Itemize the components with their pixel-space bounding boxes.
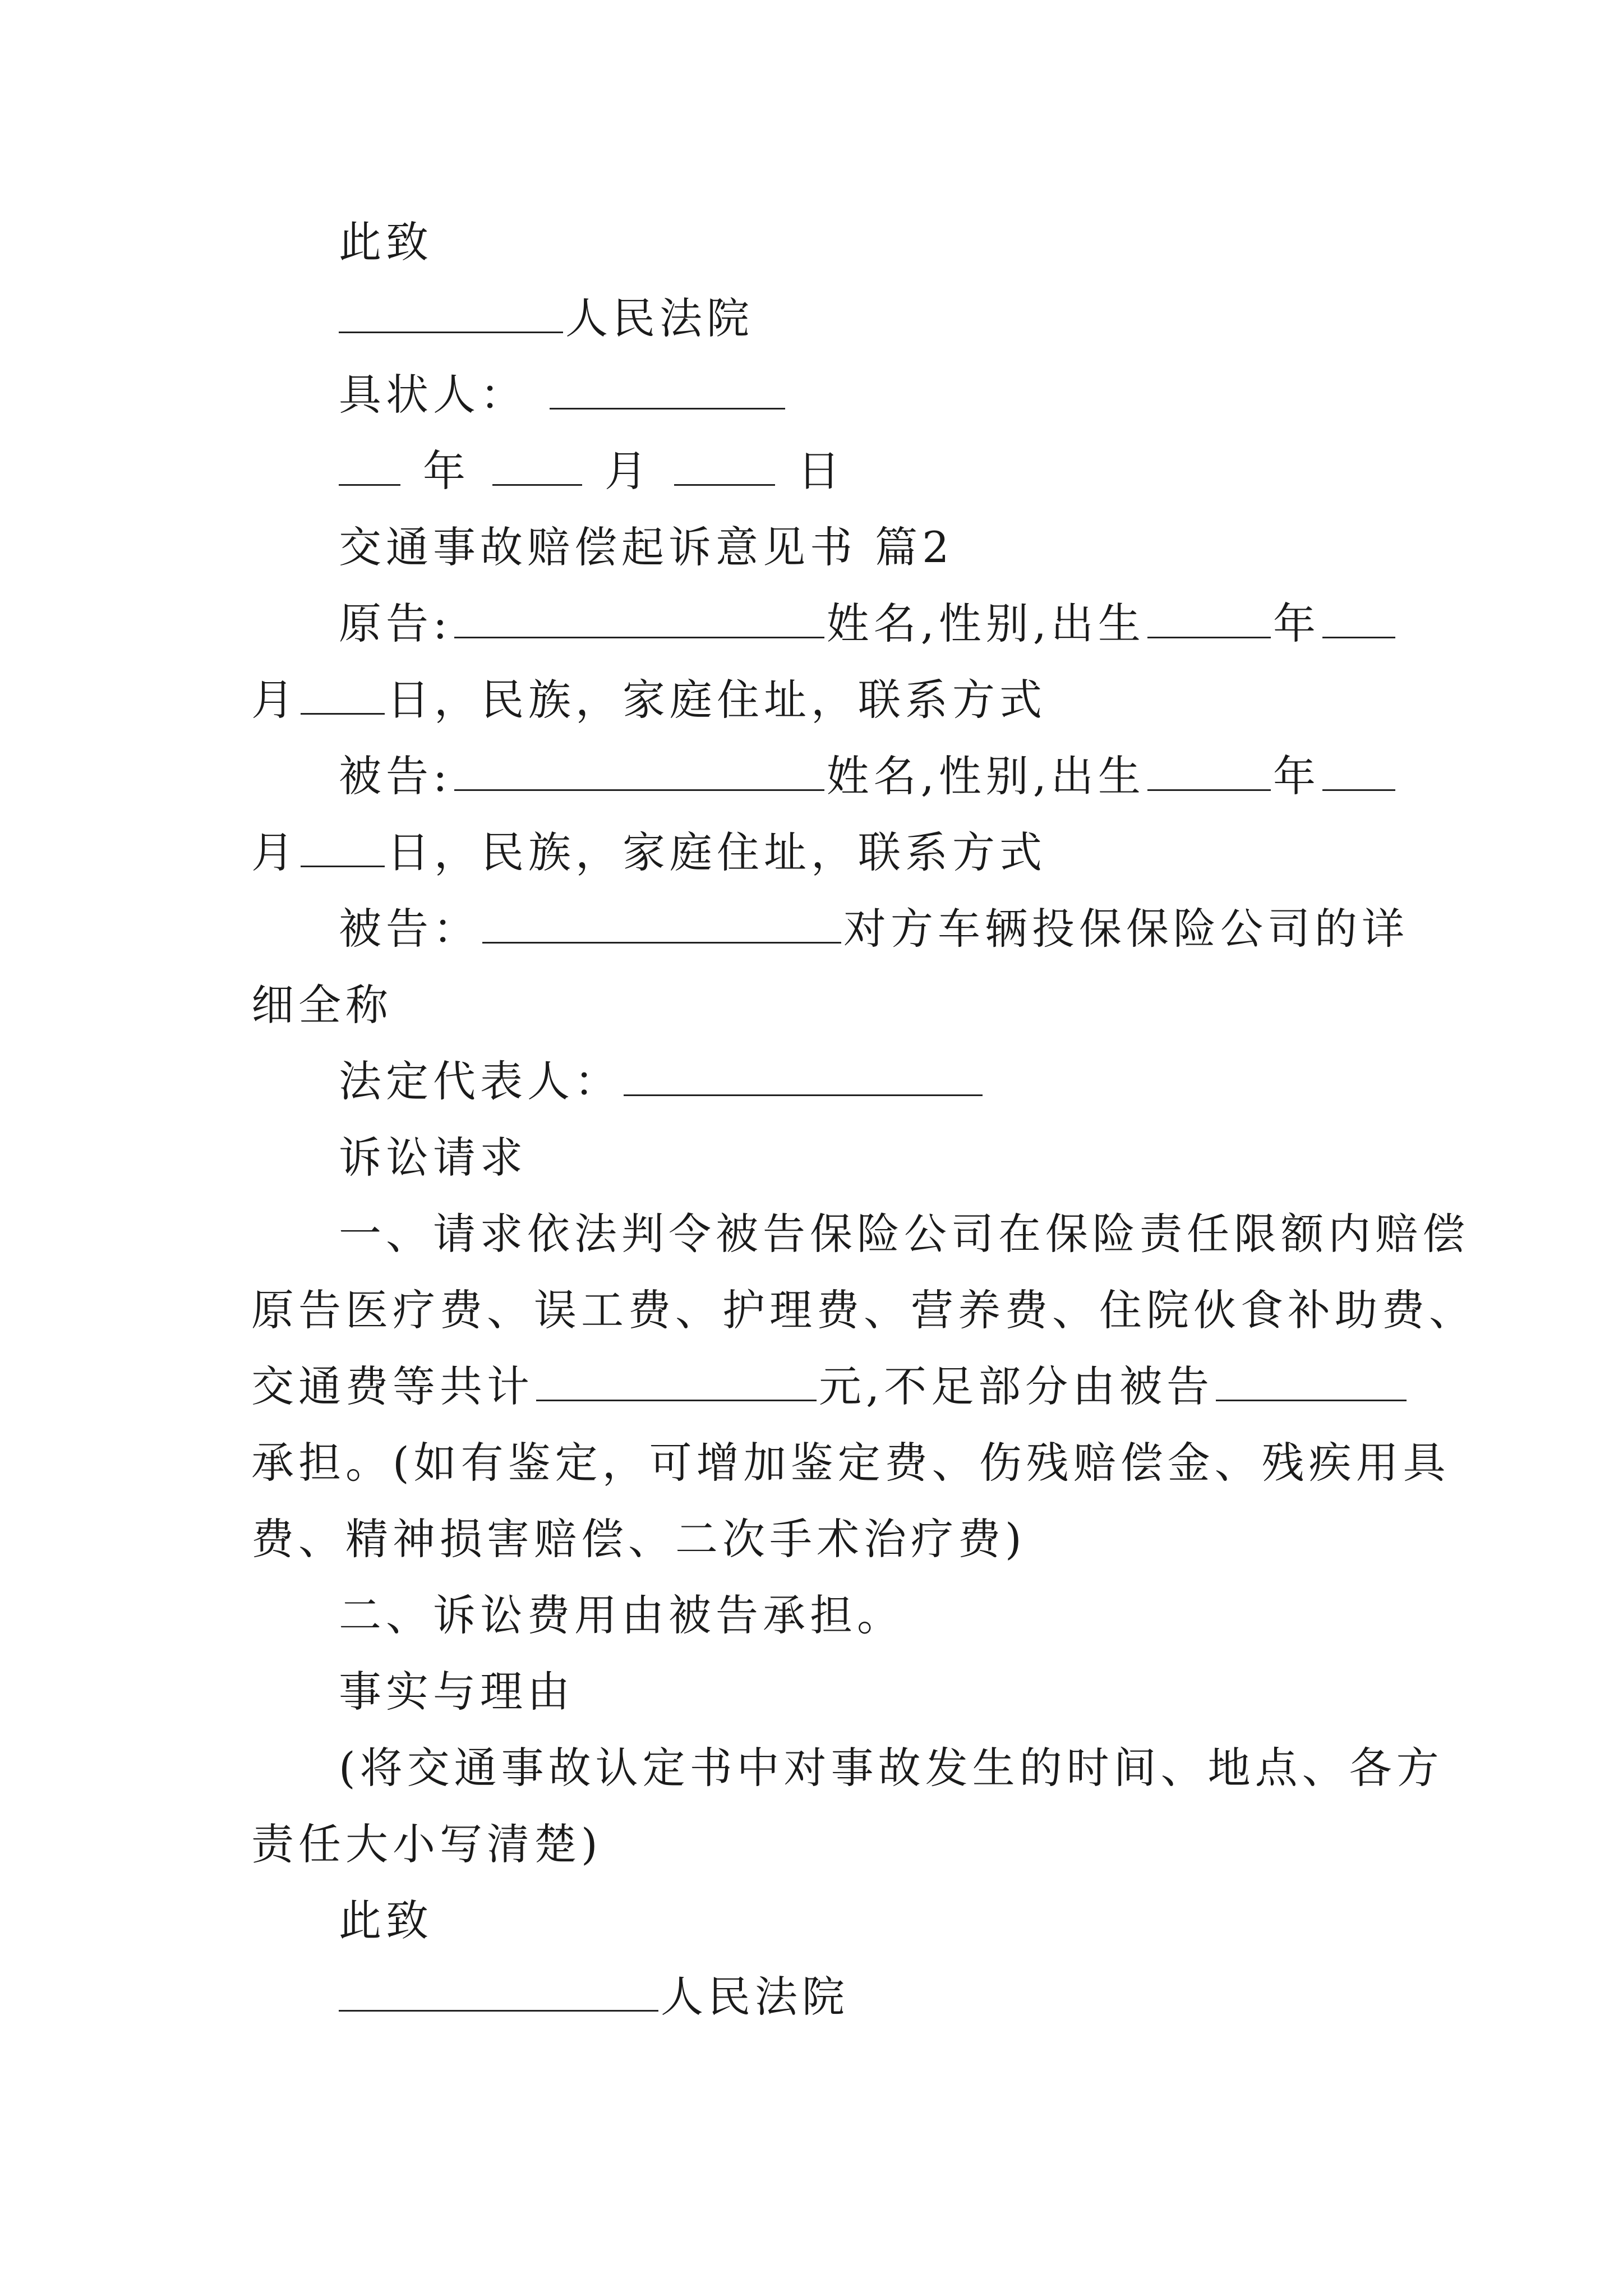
text: 事实与理由 [339, 1667, 574, 1717]
closing-salutation-2 [339, 1893, 1390, 1949]
closing-salutation [339, 214, 1390, 270]
defendant-name-blank[interactable] [454, 752, 824, 791]
text: 人民法院 [565, 293, 754, 343]
defendant-month-blank[interactable] [1322, 752, 1395, 791]
claim-2 [339, 1588, 1390, 1644]
section-heading [339, 519, 1390, 576]
text: 交通费等共计 [251, 1361, 534, 1411]
court-name-blank[interactable] [339, 295, 563, 333]
claim-1-amount [251, 1359, 1390, 1415]
defendant-line-cont [251, 825, 1390, 881]
insurer-line-cont [251, 977, 1390, 1033]
claim-1 [339, 1206, 1469, 1262]
petitioner-blank[interactable] [550, 371, 785, 409]
court-name-blank-2[interactable] [339, 1973, 658, 2012]
claims-heading [339, 1130, 1390, 1186]
text: 日，民族，家庭住址，联系方式 [387, 675, 1046, 725]
text: 承担。(如有鉴定，可增加鉴定费、伤残赔偿金、残疾用具 [251, 1438, 1450, 1488]
plaintiff-month-blank[interactable] [1322, 600, 1395, 638]
facts-heading [339, 1664, 1390, 1720]
text: 交通事故赔偿起诉意见书 篇2 [339, 522, 954, 572]
claim-1-note-cont [251, 1511, 1390, 1567]
text: 月 [251, 675, 298, 725]
insurer-line [339, 901, 1409, 957]
legal-rep-blank[interactable] [624, 1057, 983, 1096]
claim-1-cont [251, 1282, 1476, 1338]
claim-1-note [251, 1435, 1450, 1491]
text: 被告： [339, 904, 480, 954]
insurer-name-blank[interactable] [482, 905, 841, 944]
text: 姓名,性别,出生 [826, 599, 1145, 648]
amount-blank[interactable] [536, 1363, 817, 1401]
plaintiff-day-blank[interactable] [301, 676, 385, 715]
text: 姓名,性别,出生 [826, 751, 1145, 801]
date-line [339, 443, 1390, 499]
text: 月 [251, 827, 298, 877]
text: 月 [605, 446, 652, 496]
text: 原告医疗费、误工费、护理费、营养费、住院伙食补助费、 [251, 1285, 1476, 1335]
legal-rep-line [339, 1053, 1390, 1110]
text: 具状人： [339, 370, 527, 420]
month-blank[interactable] [492, 447, 582, 486]
plaintiff-line-cont [251, 672, 1390, 728]
text: 细全称 [251, 980, 393, 1030]
text: 原告: [339, 599, 452, 648]
text: 人民法院 [661, 1972, 849, 2022]
defendant-day-blank[interactable] [301, 829, 385, 867]
text: 年 [1272, 599, 1320, 648]
text: 此致 [339, 1895, 433, 1945]
text: 年 [423, 446, 470, 496]
day-blank[interactable] [674, 447, 775, 486]
text: 诉讼请求 [339, 1133, 527, 1182]
text: 二、诉讼费用由被告承担。 [339, 1590, 904, 1640]
text: 日，民族，家庭住址，联系方式 [387, 827, 1046, 877]
defendant-year-blank[interactable] [1147, 752, 1271, 791]
text: 元,不足部分由被告 [819, 1361, 1214, 1411]
plaintiff-year-blank[interactable] [1147, 600, 1271, 638]
liable-party-blank[interactable] [1216, 1363, 1407, 1401]
text: (将交通事故认定书中对事故发生的时间、地点、各方 [339, 1743, 1444, 1793]
defendant-line [339, 748, 1390, 804]
text: 费、精神损害赔偿、二次手术治疗费) [251, 1514, 1026, 1564]
plaintiff-name-blank[interactable] [454, 600, 824, 638]
facts-instruction [339, 1740, 1444, 1796]
petitioner-line [339, 367, 1390, 423]
court-name-line [339, 291, 1390, 347]
text: 此致 [339, 217, 433, 267]
text: 对方车辆投保保险公司的详 [843, 904, 1409, 954]
text: 被告: [339, 751, 452, 801]
plaintiff-line [339, 596, 1390, 652]
text: 法定代表人： [339, 1056, 621, 1106]
text: 日 [797, 446, 845, 496]
text: 一、请求依法判令被告保险公司在保险责任限额内赔偿 [339, 1209, 1469, 1259]
text: 年 [1272, 751, 1320, 801]
year-blank[interactable] [339, 447, 400, 486]
text: 责任大小写清楚) [251, 1819, 602, 1869]
facts-instruction-cont [251, 1816, 1390, 1872]
court-name-line-2 [339, 1969, 1390, 2025]
